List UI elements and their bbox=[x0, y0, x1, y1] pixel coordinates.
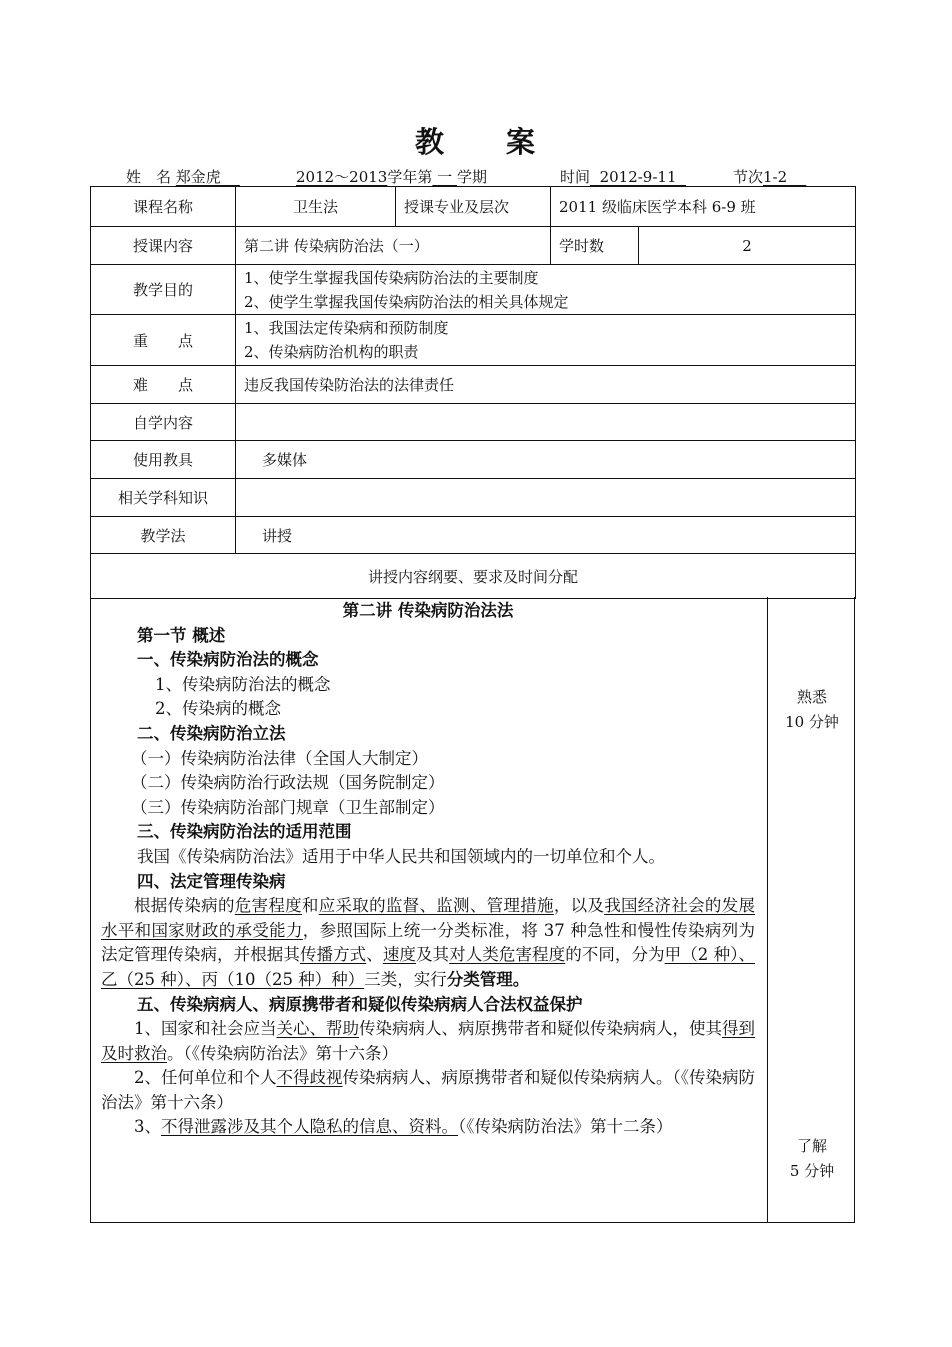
heading-3: 三、传染病防治法的适用范围 bbox=[137, 822, 352, 842]
rights-item-2: 2、任何单位和个人不得歧视传染病病人、病原携带者和疑似传染病病人。（《传染病防治法》第十六条） bbox=[101, 1068, 755, 1112]
goal-item-2: 2、使学生掌握我国传染病防治法的相关具体规定 bbox=[244, 292, 569, 311]
time-note-1 bbox=[769, 685, 855, 735]
self-study-row bbox=[91, 404, 856, 441]
hours-value: 2 bbox=[639, 227, 856, 265]
hours-label: 学时数 bbox=[551, 227, 639, 265]
rights-item-1: 1、国家和社会应当关心、帮助传染病病人、病原携带者和疑似传染病病人，使其得到及时救治。（《传染病防治法》第十六条） bbox=[101, 1019, 755, 1063]
heading-1-item-2: 2、传染病的概念 bbox=[155, 699, 281, 719]
key-value bbox=[236, 315, 856, 366]
lecture-body bbox=[101, 599, 755, 1140]
method-row bbox=[91, 517, 856, 554]
heading-1: 一、传染病防治法的概念 bbox=[137, 650, 319, 670]
key-item-2: 2、传染病防治机构的职责 bbox=[244, 343, 419, 361]
key-row bbox=[91, 315, 856, 366]
time-note-1-duration: 10 分钟 bbox=[785, 713, 839, 731]
title-char-1: 教 bbox=[414, 125, 446, 159]
heading-1-item-1: 1、传染病防治法的概念 bbox=[155, 674, 331, 694]
name-label: 姓 名 bbox=[126, 168, 172, 186]
time-note-1-level: 熟悉 bbox=[796, 688, 827, 706]
heading-4: 四、法定管理传染病 bbox=[137, 871, 286, 891]
time-note-2-duration: 5 分钟 bbox=[789, 1162, 835, 1180]
outline-heading-row bbox=[91, 554, 856, 599]
lecture-title: 第二讲 传染病防治法法 bbox=[342, 601, 514, 620]
lesson-info-table bbox=[90, 186, 856, 599]
period-field bbox=[733, 166, 806, 187]
course-value: 卫生法 bbox=[236, 187, 396, 227]
lecture-content-area bbox=[90, 597, 855, 1223]
heading-2-item-1: （一）传染病防治法律（全国人大制定） bbox=[131, 748, 428, 768]
goal-item-1: 1、使学生掌握我国传染病防治法的主要制度 bbox=[244, 268, 539, 287]
heading-2: 二、传染病防治立法 bbox=[137, 723, 286, 743]
date-value: 2012-9-11 bbox=[599, 168, 677, 186]
heading-3-text: 我国《传染病防治法》适用于中华人民共和国领域内的一切单位和个人。 bbox=[137, 846, 665, 866]
difficulty-value: 违反我国传染防治法的法律责任 bbox=[236, 366, 856, 404]
period-value: 1-2 bbox=[763, 168, 788, 186]
self-study-label: 自学内容 bbox=[91, 404, 236, 441]
semester-field bbox=[296, 166, 487, 187]
key-label: 重 点 bbox=[91, 315, 236, 366]
name-field bbox=[126, 166, 240, 187]
difficulty-row bbox=[91, 366, 856, 404]
related-value bbox=[236, 479, 856, 517]
column-divider bbox=[767, 597, 768, 1222]
heading-2-item-2: （二）传染病防治行政法规（国务院制定） bbox=[131, 773, 445, 793]
related-row bbox=[91, 479, 856, 517]
tools-row bbox=[91, 441, 856, 479]
teacher-name: 郑金虎 bbox=[175, 168, 221, 186]
heading-2-item-3: （三）传染病防治部门规章（卫生部制定） bbox=[131, 797, 445, 817]
year-suffix: 学年第 bbox=[387, 168, 433, 186]
outline-heading: 讲授内容纲要、要求及时间分配 bbox=[91, 554, 856, 599]
semester-suffix: 学期 bbox=[456, 168, 487, 186]
date-label: 时间 bbox=[560, 168, 591, 186]
title-char-2: 案 bbox=[506, 125, 538, 159]
content-label: 授课内容 bbox=[91, 227, 236, 265]
goal-label: 教学目的 bbox=[91, 265, 236, 315]
key-item-1: 1、我国法定传染病和预防制度 bbox=[244, 319, 449, 337]
goal-row bbox=[91, 265, 856, 315]
course-label: 课程名称 bbox=[91, 187, 236, 227]
rights-item-3: 3、不得泄露涉及其个人隐私的信息、资料。（《传染病防治法》第十二条） bbox=[134, 1117, 673, 1137]
period-label: 节次 bbox=[733, 168, 764, 186]
major-label: 授课专业及层次 bbox=[396, 187, 551, 227]
content-value: 第二讲 传染病防治法（一） bbox=[236, 227, 551, 265]
semester-number: 一 bbox=[437, 168, 453, 186]
self-study-value bbox=[236, 404, 856, 441]
academic-years: 2012～2013 bbox=[296, 168, 388, 186]
time-note-2-level: 了解 bbox=[796, 1137, 827, 1155]
document-title bbox=[0, 120, 952, 161]
difficulty-label: 难 点 bbox=[91, 366, 236, 404]
tools-label: 使用教具 bbox=[91, 441, 236, 479]
method-value: 讲授 bbox=[236, 517, 856, 554]
content-row bbox=[91, 227, 856, 265]
tools-value: 多媒体 bbox=[236, 441, 856, 479]
heading-5: 五、传染病病人、病原携带者和疑似传染病病人合法权益保护 bbox=[137, 994, 583, 1014]
date-field bbox=[560, 166, 686, 187]
method-label: 教学法 bbox=[91, 517, 236, 554]
goal-value bbox=[236, 265, 856, 315]
course-row bbox=[91, 187, 856, 227]
major-value: 2011 级临床医学本科 6-9 班 bbox=[551, 187, 856, 227]
section-heading: 第一节 概述 bbox=[137, 625, 226, 645]
time-note-2 bbox=[769, 1134, 855, 1184]
heading-4-paragraph: 根据传染病的危害程度和应采取的监督、监测、管理措施，以及我国经济社会的发展水平和国家财政的承受能力，参照国际上统一分类标准，将 37 种急性和慢性传染病列为法定管理传染病，并根据其传播方式、速度及其对人类危害程度的不同，分为甲（2 种）、乙（25 种）、丙（10（25 种）种）三类，实行分类管理。 bbox=[101, 896, 756, 989]
related-label: 相关学科知识 bbox=[91, 479, 236, 517]
